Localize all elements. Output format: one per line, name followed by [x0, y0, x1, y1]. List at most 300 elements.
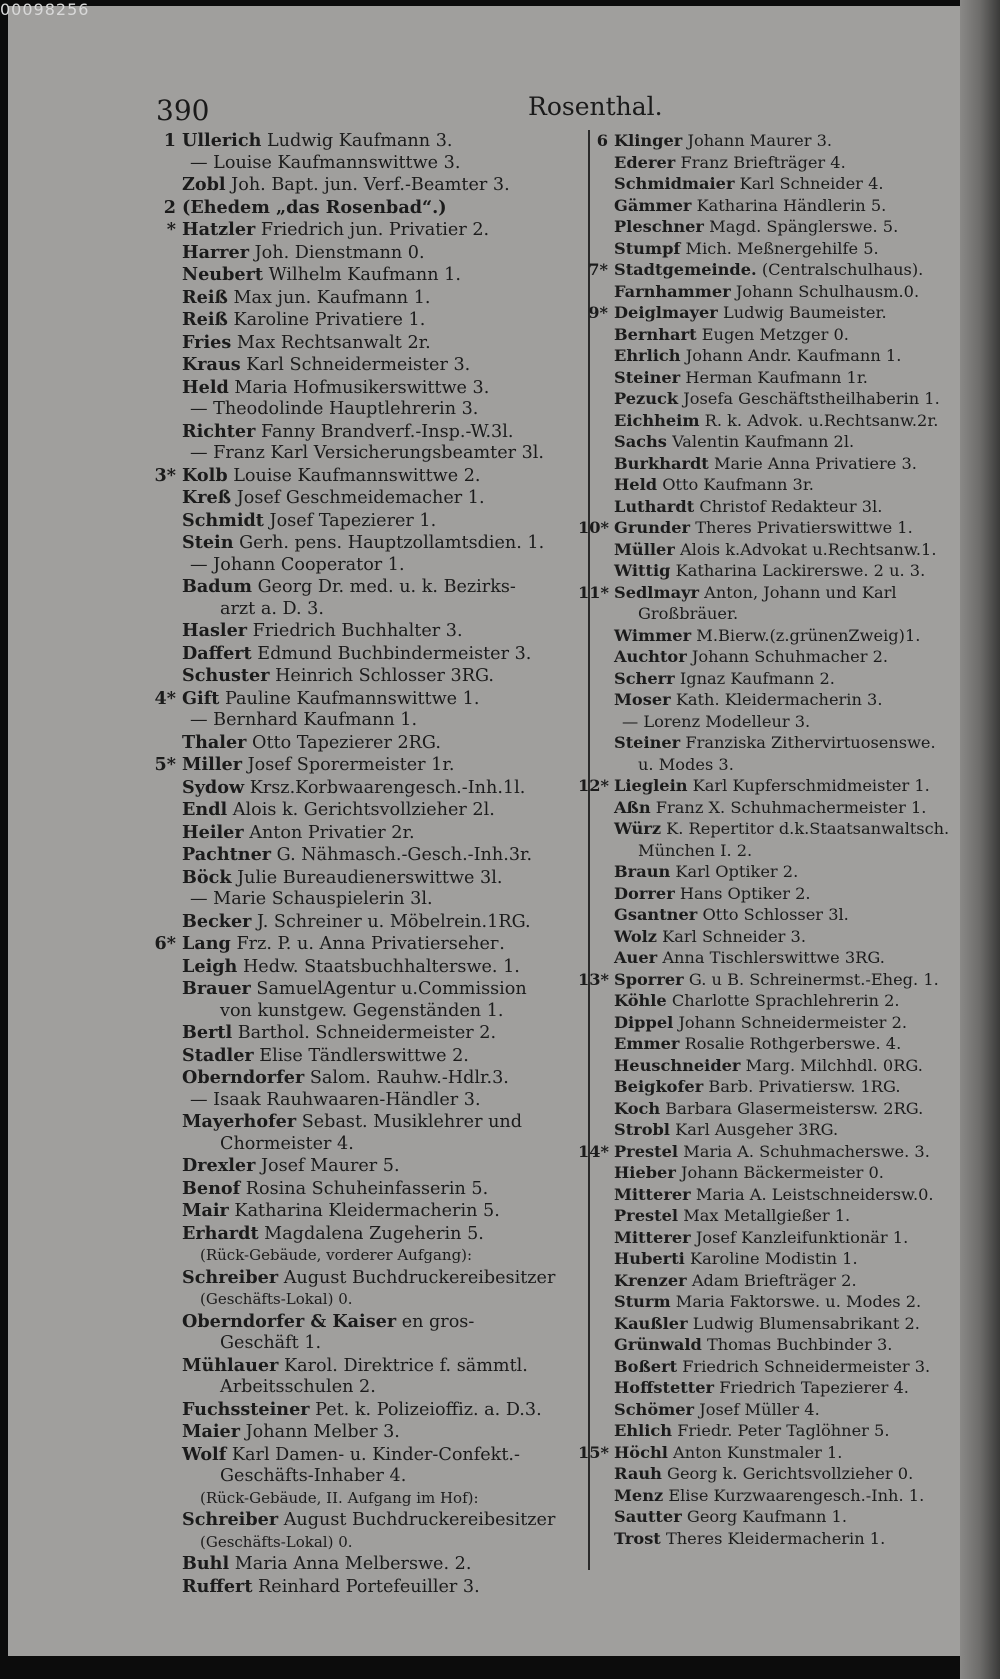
resident-details: Johann Andr. Kaufmann 1. — [685, 346, 902, 365]
resident-details: — Bernhard Kaufmann 1. — [190, 710, 418, 730]
resident-details: Anna Tischlerswittwe 3RG. — [662, 948, 885, 967]
entry-body — [176, 1533, 353, 1551]
resident-name: Brauer — [182, 978, 251, 999]
entry-body — [608, 1034, 901, 1053]
left-entry — [154, 555, 594, 577]
resident-details: SamuelAgentur u.Commission — [256, 979, 527, 999]
left-entry — [154, 1289, 594, 1311]
resident-details: Eugen Metzger 0. — [701, 324, 849, 344]
resident-details: Heinrich Schlosser 3RG. — [275, 666, 495, 686]
resident-name: Kolb — [182, 464, 228, 486]
resident-name: Pleschner — [614, 217, 704, 236]
left-entry — [154, 1067, 594, 1090]
left-entry — [154, 1134, 594, 1156]
left-entry — [154, 219, 594, 242]
entry-body — [608, 1421, 890, 1440]
resident-name: Auer — [614, 948, 658, 967]
resident-name: Rauh — [614, 1464, 662, 1483]
resident-name: Mair — [182, 1200, 229, 1221]
resident-name: Klinger — [614, 131, 683, 150]
resident-details: München I. 2. — [638, 840, 753, 860]
resident-name: Benof — [182, 1177, 241, 1199]
right-entry — [578, 1055, 956, 1077]
entry-body — [176, 912, 531, 932]
resident-details: Hedw. Staatsbuchhalterswe. 1. — [242, 956, 520, 977]
right-entry — [578, 238, 956, 260]
resident-details: R. k. Advok. u.Rechtsanw.2r. — [704, 410, 939, 430]
resident-name: Zobl — [182, 174, 226, 195]
resident-details: Karl Damen- u. Kinder-Confekt.- — [231, 1444, 520, 1465]
entry-body — [608, 1077, 900, 1096]
entry-body — [608, 841, 752, 860]
resident-name: Prestel — [614, 1206, 679, 1225]
resident-name: Ruffert — [182, 1575, 253, 1597]
right-entry — [578, 474, 956, 496]
left-entry — [154, 688, 594, 711]
resident-details: Anton, Johann und Karl — [704, 582, 897, 602]
resident-name: Müller — [614, 539, 675, 559]
entry-body — [608, 1013, 907, 1032]
house-number: 12* — [578, 776, 609, 795]
entry-body — [176, 1246, 472, 1264]
resident-name: Reiß — [182, 309, 228, 330]
resident-details: — Marie Schauspielerin 3l. — [190, 889, 433, 909]
resident-details: — Louise Kaufmannswittwe 3. — [190, 152, 461, 173]
left-entry — [154, 377, 594, 400]
entry-body — [176, 265, 461, 285]
house-number: * — [166, 219, 176, 240]
entry-body — [176, 1090, 481, 1110]
resident-details: Magdalena Zugeherin 5. — [264, 1223, 484, 1244]
resident-details: Theres Privatierswittwe 1. — [695, 518, 913, 537]
entry-body — [176, 378, 489, 398]
right-entry — [578, 1076, 956, 1098]
left-entry — [154, 1532, 594, 1554]
right-entry — [578, 1012, 956, 1034]
resident-name: Thaler — [182, 731, 247, 753]
entry-body — [176, 755, 454, 775]
entry-body — [176, 621, 463, 641]
resident-name: Burkhardt — [614, 453, 709, 473]
resident-name: Leigh — [182, 955, 238, 977]
entry-body — [176, 1290, 353, 1308]
entry-body — [176, 1268, 555, 1288]
resident-name: Ullerich — [182, 130, 262, 151]
resident-details: G. Nähmasch.-Gesch.-Inh.3r. — [276, 845, 533, 865]
right-entry — [578, 496, 956, 518]
entry-body — [608, 1185, 934, 1204]
resident-name: Harrer — [182, 241, 250, 263]
entry-body — [608, 540, 936, 559]
resident-details: Georg k. Gerichtsvollzieher 0. — [667, 1464, 914, 1483]
resident-name: Badum — [182, 576, 252, 597]
entry-body — [176, 198, 447, 218]
left-entry — [154, 1223, 594, 1246]
resident-name: Neubert — [182, 264, 263, 285]
resident-name: Hieber — [614, 1163, 676, 1182]
entry-body — [608, 1099, 923, 1118]
entry-body — [608, 905, 849, 924]
resident-name: Hoffstetter — [614, 1378, 715, 1397]
resident-name: Menz — [614, 1485, 664, 1505]
entry-body — [176, 957, 520, 977]
left-entry — [154, 911, 594, 934]
entry-body — [608, 1378, 909, 1397]
house-number: 9* — [588, 303, 608, 322]
left-column — [154, 130, 594, 1598]
left-entry — [154, 978, 594, 1001]
resident-name: Mitterer — [614, 1227, 691, 1247]
left-entry — [154, 1333, 594, 1355]
right-entry — [578, 281, 956, 303]
house-number: 1 — [163, 130, 176, 151]
left-entry — [154, 665, 594, 688]
resident-details: Barbara Glasermeistersw. 2RG. — [665, 1098, 924, 1118]
resident-details: Karl Optiker 2. — [675, 862, 799, 881]
entry-body — [608, 604, 738, 623]
resident-details: Katharina Händlerin 5. — [696, 195, 887, 215]
right-entry — [578, 1356, 956, 1378]
resident-name: Sydow — [182, 776, 245, 798]
left-entry — [154, 532, 594, 555]
resident-name: Stumpf — [614, 238, 681, 258]
entry-body — [608, 411, 938, 430]
resident-name: Moser — [614, 690, 671, 709]
house-number: 15* — [578, 1442, 609, 1462]
resident-details: Anton Privatier 2r. — [249, 822, 415, 843]
right-entry — [578, 517, 956, 539]
right-entry — [578, 947, 956, 969]
left-entry — [154, 1155, 594, 1178]
resident-name: Bernhart — [614, 324, 697, 344]
left-entry — [154, 309, 594, 332]
left-entry — [154, 465, 594, 488]
resident-name: Höchl — [614, 1442, 668, 1462]
entry-body — [608, 1443, 842, 1462]
resident-details: Maria A. Schuhmacherswe. 3. — [683, 1141, 930, 1161]
entry-body — [176, 511, 436, 531]
left-entry — [154, 1045, 594, 1068]
right-entry — [578, 1377, 956, 1399]
left-entry — [154, 130, 594, 153]
scan-id: 00098256 — [0, 0, 90, 19]
resident-name: Sachs — [614, 432, 667, 451]
entry-body — [608, 862, 798, 881]
resident-name: Auchtor — [614, 647, 687, 666]
resident-details: Max Metallgießer 1. — [683, 1206, 851, 1225]
left-entry — [154, 1090, 594, 1112]
entry-body — [176, 800, 495, 820]
resident-details: (Rück-Gebäude, vorderer Aufgang): — [200, 1246, 473, 1264]
left-entry — [154, 620, 594, 643]
entry-body — [608, 518, 913, 537]
entry-body — [176, 1577, 480, 1597]
entry-body — [608, 1206, 850, 1225]
right-entry — [578, 990, 956, 1012]
left-entry — [154, 1488, 594, 1510]
left-entry — [154, 1178, 594, 1201]
left-entry — [154, 443, 594, 465]
entry-body — [608, 131, 832, 150]
resident-name: Steiner — [614, 367, 681, 387]
entry-body — [176, 220, 489, 240]
resident-name: Farnhammer — [614, 281, 731, 301]
resident-details: M.Bierw.(z.grünenZweig)1. — [696, 625, 921, 645]
resident-details: u. Modes 3. — [638, 754, 734, 774]
house-number: 7* — [588, 260, 608, 279]
right-column — [578, 130, 956, 1549]
entry-body — [176, 710, 417, 730]
right-entry — [578, 732, 956, 754]
resident-name: Mitterer — [614, 1184, 691, 1204]
resident-name: Kaußler — [614, 1313, 688, 1333]
resident-details: Charlotte Sprachlehrerin 2. — [671, 991, 900, 1010]
resident-details: Magd. Spänglerswe. 5. — [709, 217, 899, 236]
right-entry — [578, 1205, 956, 1227]
resident-details: Joh. Bapt. jun. Verf.-Beamter 3. — [231, 175, 510, 195]
entry-body — [608, 647, 888, 666]
entry-body — [176, 1400, 542, 1420]
resident-name: Daffert — [182, 642, 252, 664]
entry-body — [608, 798, 926, 817]
entry-body — [608, 239, 879, 258]
resident-name: Aßn — [614, 797, 651, 817]
resident-details: Marg. Milchhdl. 0RG. — [745, 1055, 923, 1075]
left-entry — [154, 799, 594, 822]
resident-name: Maier — [182, 1421, 241, 1442]
right-entry — [578, 1098, 956, 1120]
right-entry — [578, 345, 956, 367]
entry-body — [608, 1464, 913, 1483]
entry-body — [608, 174, 884, 193]
resident-name: Sporrer — [614, 969, 684, 989]
resident-details: Karoline Privatiere 1. — [233, 310, 426, 330]
resident-details: Elise Tändlerswittwe 2. — [259, 1045, 469, 1066]
resident-name: Lieglein — [614, 776, 688, 795]
resident-name: Koch — [614, 1098, 661, 1118]
left-entry — [154, 1267, 594, 1290]
resident-details: — Lorenz Modelleur 3. — [622, 711, 811, 731]
entry-body — [176, 355, 470, 375]
resident-name: Wimmer — [614, 625, 692, 645]
resident-name: Würz — [614, 819, 662, 838]
resident-details: Alois k. Gerichtsvollzieher 2l. — [232, 800, 495, 820]
resident-details: Max jun. Kaufmann 1. — [233, 287, 431, 308]
resident-details: Thomas Buchbinder 3. — [706, 1335, 893, 1354]
resident-details: Karol. Direktrice f. sämmtl. — [284, 1355, 528, 1376]
right-entry — [578, 1528, 956, 1550]
resident-details: Christof Redakteur 3l. — [699, 496, 883, 516]
right-entry — [578, 711, 956, 733]
entry-body — [608, 733, 936, 752]
resident-details: (Centralschulhaus). — [761, 260, 924, 279]
resident-details: Chormeister 4. — [220, 1133, 354, 1154]
left-entry — [154, 867, 594, 890]
resident-name: Mayerhofer — [182, 1111, 297, 1132]
resident-details: Geschäft 1. — [220, 1333, 322, 1353]
resident-details: Johann Schulhausm.0. — [735, 281, 920, 301]
resident-details: Josef Maurer 5. — [260, 1156, 400, 1176]
resident-details: von kunstgew. Gegenständen 1. — [220, 1000, 504, 1021]
entry-body — [176, 733, 441, 753]
left-entry — [154, 1444, 594, 1467]
right-entry — [578, 797, 956, 819]
house-number: 10* — [578, 518, 609, 537]
left-entry — [154, 1022, 594, 1045]
right-entry — [578, 367, 956, 389]
entry-body — [176, 466, 481, 486]
resident-details: Großbräuer. — [638, 604, 739, 623]
left-entry — [154, 1001, 594, 1023]
entry-body — [608, 1292, 921, 1311]
resident-name: Ederer — [614, 152, 676, 172]
resident-name: Huberti — [614, 1249, 685, 1268]
left-entry — [154, 1466, 594, 1488]
right-entry — [578, 324, 956, 346]
resident-details: Pet. k. Polizeioffiz. a. D.3. — [315, 1399, 542, 1420]
entry-body — [608, 432, 854, 451]
resident-details: Johann Bäckermeister 0. — [681, 1163, 884, 1182]
right-entry — [578, 1399, 956, 1421]
resident-details: Karl Schneider 3. — [662, 926, 806, 946]
right-entry — [578, 195, 956, 217]
resident-name: (Ehedem „das Rosenbad“.) — [182, 196, 447, 218]
entry-body — [608, 282, 919, 301]
resident-name: Held — [614, 475, 658, 494]
right-entry — [578, 689, 956, 711]
resident-details: Josef Geschmeidemacher 1. — [236, 488, 485, 508]
entry-body — [608, 1163, 884, 1182]
left-entry — [154, 1553, 594, 1576]
entry-body — [176, 1068, 509, 1088]
resident-name: Reiß — [182, 286, 228, 308]
resident-details: Johann Schuhmacher 2. — [691, 647, 889, 666]
entry-body — [176, 1489, 479, 1507]
resident-name: Held — [182, 376, 229, 398]
right-entry — [578, 560, 956, 582]
resident-details: Arbeitsschulen 2. — [220, 1377, 376, 1397]
resident-details: Sebast. Musiklehrer und — [301, 1112, 523, 1132]
resident-details: Karl Ausgeher 3RG. — [675, 1120, 839, 1139]
right-entry — [578, 1248, 956, 1270]
resident-name: Wittig — [614, 561, 671, 580]
resident-details: K. Repertitor d.k.Staatsanwaltsch. — [666, 819, 950, 838]
left-entry — [154, 822, 594, 845]
right-entry — [578, 1033, 956, 1055]
resident-name: Krenzer — [614, 1270, 687, 1290]
entry-body — [608, 153, 846, 172]
right-entry — [578, 1485, 956, 1507]
resident-name: Beigkofer — [614, 1077, 704, 1096]
house-number: 6 — [596, 131, 608, 150]
resident-name: Wolz — [614, 926, 657, 946]
entry-body — [176, 577, 516, 597]
right-entry — [578, 1442, 956, 1464]
resident-name: Scherr — [614, 668, 675, 688]
resident-details: Otto Schlosser 3l. — [702, 905, 849, 924]
left-entry — [154, 1355, 594, 1378]
left-entry — [154, 1377, 594, 1399]
resident-details: Alois k.Advokat u.Rechtsanw.1. — [679, 539, 937, 559]
entry-body — [608, 561, 925, 580]
entry-body — [176, 1445, 520, 1465]
left-entry — [154, 174, 594, 197]
entry-body — [608, 1056, 923, 1075]
resident-details: Elise Kurzwaarengesch.-Inh. 1. — [668, 1485, 925, 1505]
right-entry — [578, 1270, 956, 1292]
resident-name: Wolf — [182, 1443, 227, 1465]
resident-details: — Theodolinde Hauptlehrerin 3. — [190, 399, 479, 419]
resident-name: Braun — [614, 862, 671, 881]
resident-name: Endl — [182, 799, 228, 820]
resident-details: Theres Kleidermacherin 1. — [665, 1528, 886, 1548]
right-entry — [578, 926, 956, 948]
entry-body — [176, 175, 510, 195]
right-entry — [578, 840, 956, 862]
resident-name: Stein — [182, 532, 234, 553]
entry-body — [608, 497, 882, 516]
right-entry — [578, 668, 956, 690]
resident-details: Franziska Zithervirtuosenswe. — [685, 733, 936, 752]
left-entry — [154, 421, 594, 444]
entry-body — [176, 1466, 406, 1486]
left-entry — [154, 399, 594, 421]
entry-body — [176, 1554, 471, 1574]
right-entry — [578, 625, 956, 647]
entry-body — [608, 927, 806, 946]
resident-details: Friedrich Buchhalter 3. — [252, 621, 463, 641]
resident-name: Schuster — [182, 665, 270, 686]
resident-details: Valentin Kaufmann 2l. — [672, 432, 855, 451]
book-spine — [960, 0, 1000, 1679]
resident-details: Maria A. Leistschneidersw.0. — [695, 1184, 934, 1204]
resident-name: Gämmer — [614, 195, 692, 215]
entry-body — [176, 443, 544, 463]
resident-details: Salom. Rauhw.-Hdlr.3. — [309, 1068, 509, 1088]
left-entry — [154, 242, 594, 265]
resident-name: Boßert — [614, 1356, 678, 1376]
left-entry — [154, 1421, 594, 1444]
resident-name: Grunder — [614, 518, 691, 537]
resident-details: Karl Schneider 4. — [739, 174, 884, 193]
resident-name: Strobl — [614, 1120, 670, 1139]
entry-body — [608, 970, 939, 989]
entry-body — [608, 690, 883, 709]
entry-body — [176, 1179, 488, 1199]
resident-name: Dorrer — [614, 883, 675, 903]
resident-name: Fries — [182, 331, 232, 353]
entry-body — [176, 1333, 321, 1353]
right-entry — [578, 904, 956, 926]
resident-details: Otto Kaufmann 3r. — [662, 475, 814, 494]
left-entry — [154, 1200, 594, 1223]
resident-name: Becker — [182, 910, 252, 932]
resident-details: Julie Bureaudienerswittwe 3l. — [237, 867, 503, 888]
left-entry — [154, 777, 594, 800]
entry-body — [608, 1314, 920, 1333]
entry-body — [176, 1312, 474, 1332]
left-entry — [154, 510, 594, 533]
entry-body — [608, 948, 885, 967]
entry-body — [176, 555, 405, 575]
entry-body — [608, 1249, 858, 1268]
entry-body — [176, 131, 452, 151]
resident-details: — Franz Karl Versicherungsbeamter 3l. — [190, 443, 545, 463]
resident-name: Gsantner — [614, 905, 698, 924]
right-entry — [578, 883, 956, 905]
left-entry — [154, 153, 594, 175]
resident-name: Eichheim — [614, 410, 700, 430]
